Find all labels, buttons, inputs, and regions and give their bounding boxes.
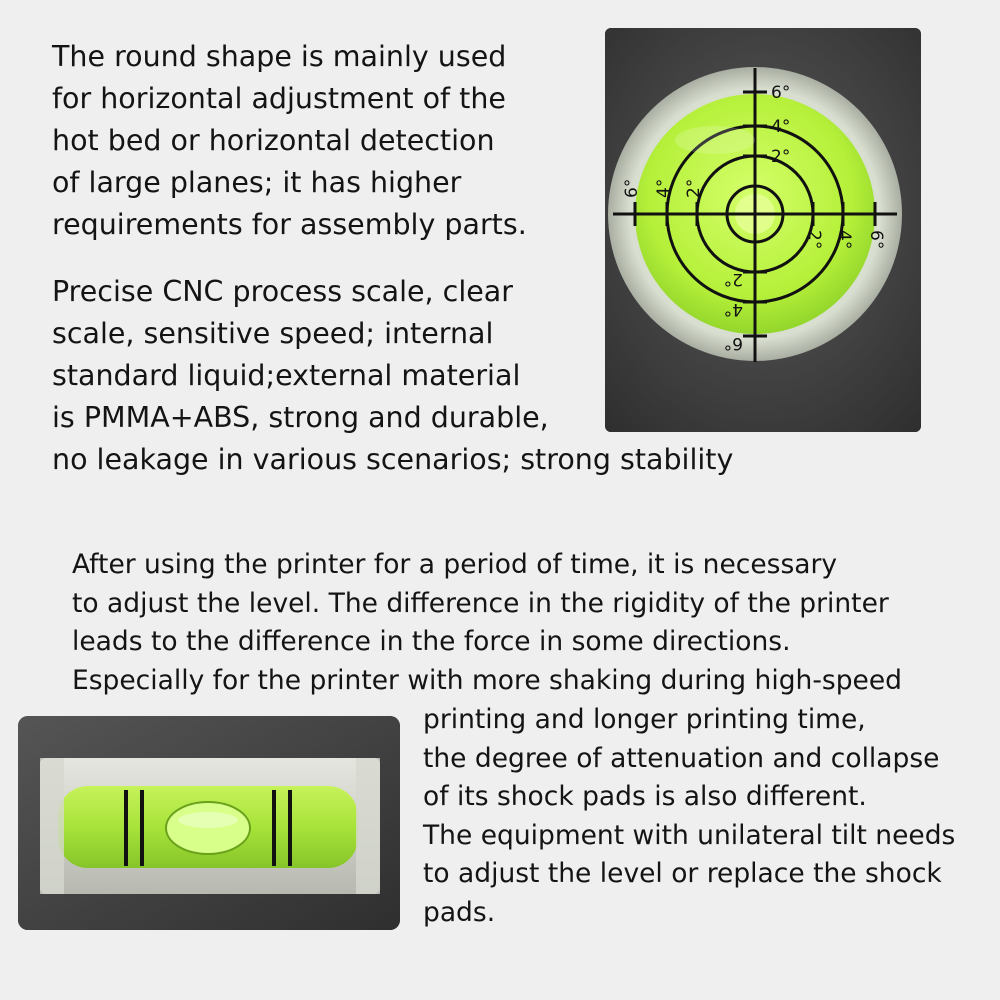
- scale-label: 6°: [771, 83, 791, 103]
- text-line: standard liquid;external material: [52, 359, 521, 392]
- text-line: to adjust the level. The difference in the rigidity of the printer: [72, 587, 889, 619]
- maintenance-paragraph: [72, 546, 902, 700]
- text-line: of its shock pads is also different.: [423, 781, 867, 812]
- text-line: Especially for the printer with more shaking during high-speed: [72, 664, 902, 696]
- scale-label: 2°: [684, 178, 704, 198]
- scale-label: 6°: [866, 230, 886, 250]
- scale-label: 2°: [771, 147, 791, 167]
- scale-label: 4°: [654, 178, 674, 198]
- text-line: to adjust the level or replace the shock: [423, 858, 942, 889]
- text-line: Precise CNC process scale, clear: [52, 275, 513, 308]
- text-line: hot bed or horizontal detection: [52, 124, 495, 157]
- round-level-drawing: [605, 28, 921, 432]
- round-bubble-level-image: [605, 28, 921, 432]
- scale-label: 6°: [723, 333, 743, 353]
- text-line: scale, sensitive speed; internal: [52, 317, 494, 350]
- text-line: The round shape is mainly used: [52, 40, 507, 73]
- text-line: After using the printer for a period of time, it is necessary: [72, 549, 838, 580]
- intro-paragraph: [52, 36, 527, 246]
- glare: [178, 812, 238, 828]
- tube-bubble-level-image: [18, 716, 400, 930]
- scale-label: 4°: [771, 117, 791, 137]
- text-line: requirements for assembly parts.: [52, 208, 527, 241]
- text-line: The equipment with unilateral tilt needs: [423, 819, 956, 851]
- text-line: for horizontal adjustment of the: [52, 82, 506, 115]
- text-line: of large planes; it has higher: [52, 166, 462, 199]
- text-line: the degree of attenuation and collapse: [423, 742, 940, 774]
- scale-label: 2°: [723, 269, 743, 289]
- text-line: leads to the difference in the force in some directions.: [72, 626, 791, 657]
- text-line: pads.: [423, 896, 496, 928]
- text-line: no leakage in various scenarios; strong stability: [52, 443, 734, 476]
- text-line: printing and longer printing time,: [423, 704, 866, 735]
- scale-label: 2°: [804, 230, 824, 250]
- maintenance-paragraph-continued: [423, 701, 955, 932]
- case-end-right: [356, 758, 380, 894]
- tube-level-drawing: [18, 716, 400, 930]
- scale-label: 6°: [622, 178, 642, 198]
- glare: [675, 126, 755, 154]
- case-end-left: [40, 758, 64, 894]
- scale-label: 4°: [723, 299, 743, 319]
- scale-label: 4°: [834, 230, 854, 250]
- text-line: is PMMA+ABS, strong and durable,: [52, 401, 549, 434]
